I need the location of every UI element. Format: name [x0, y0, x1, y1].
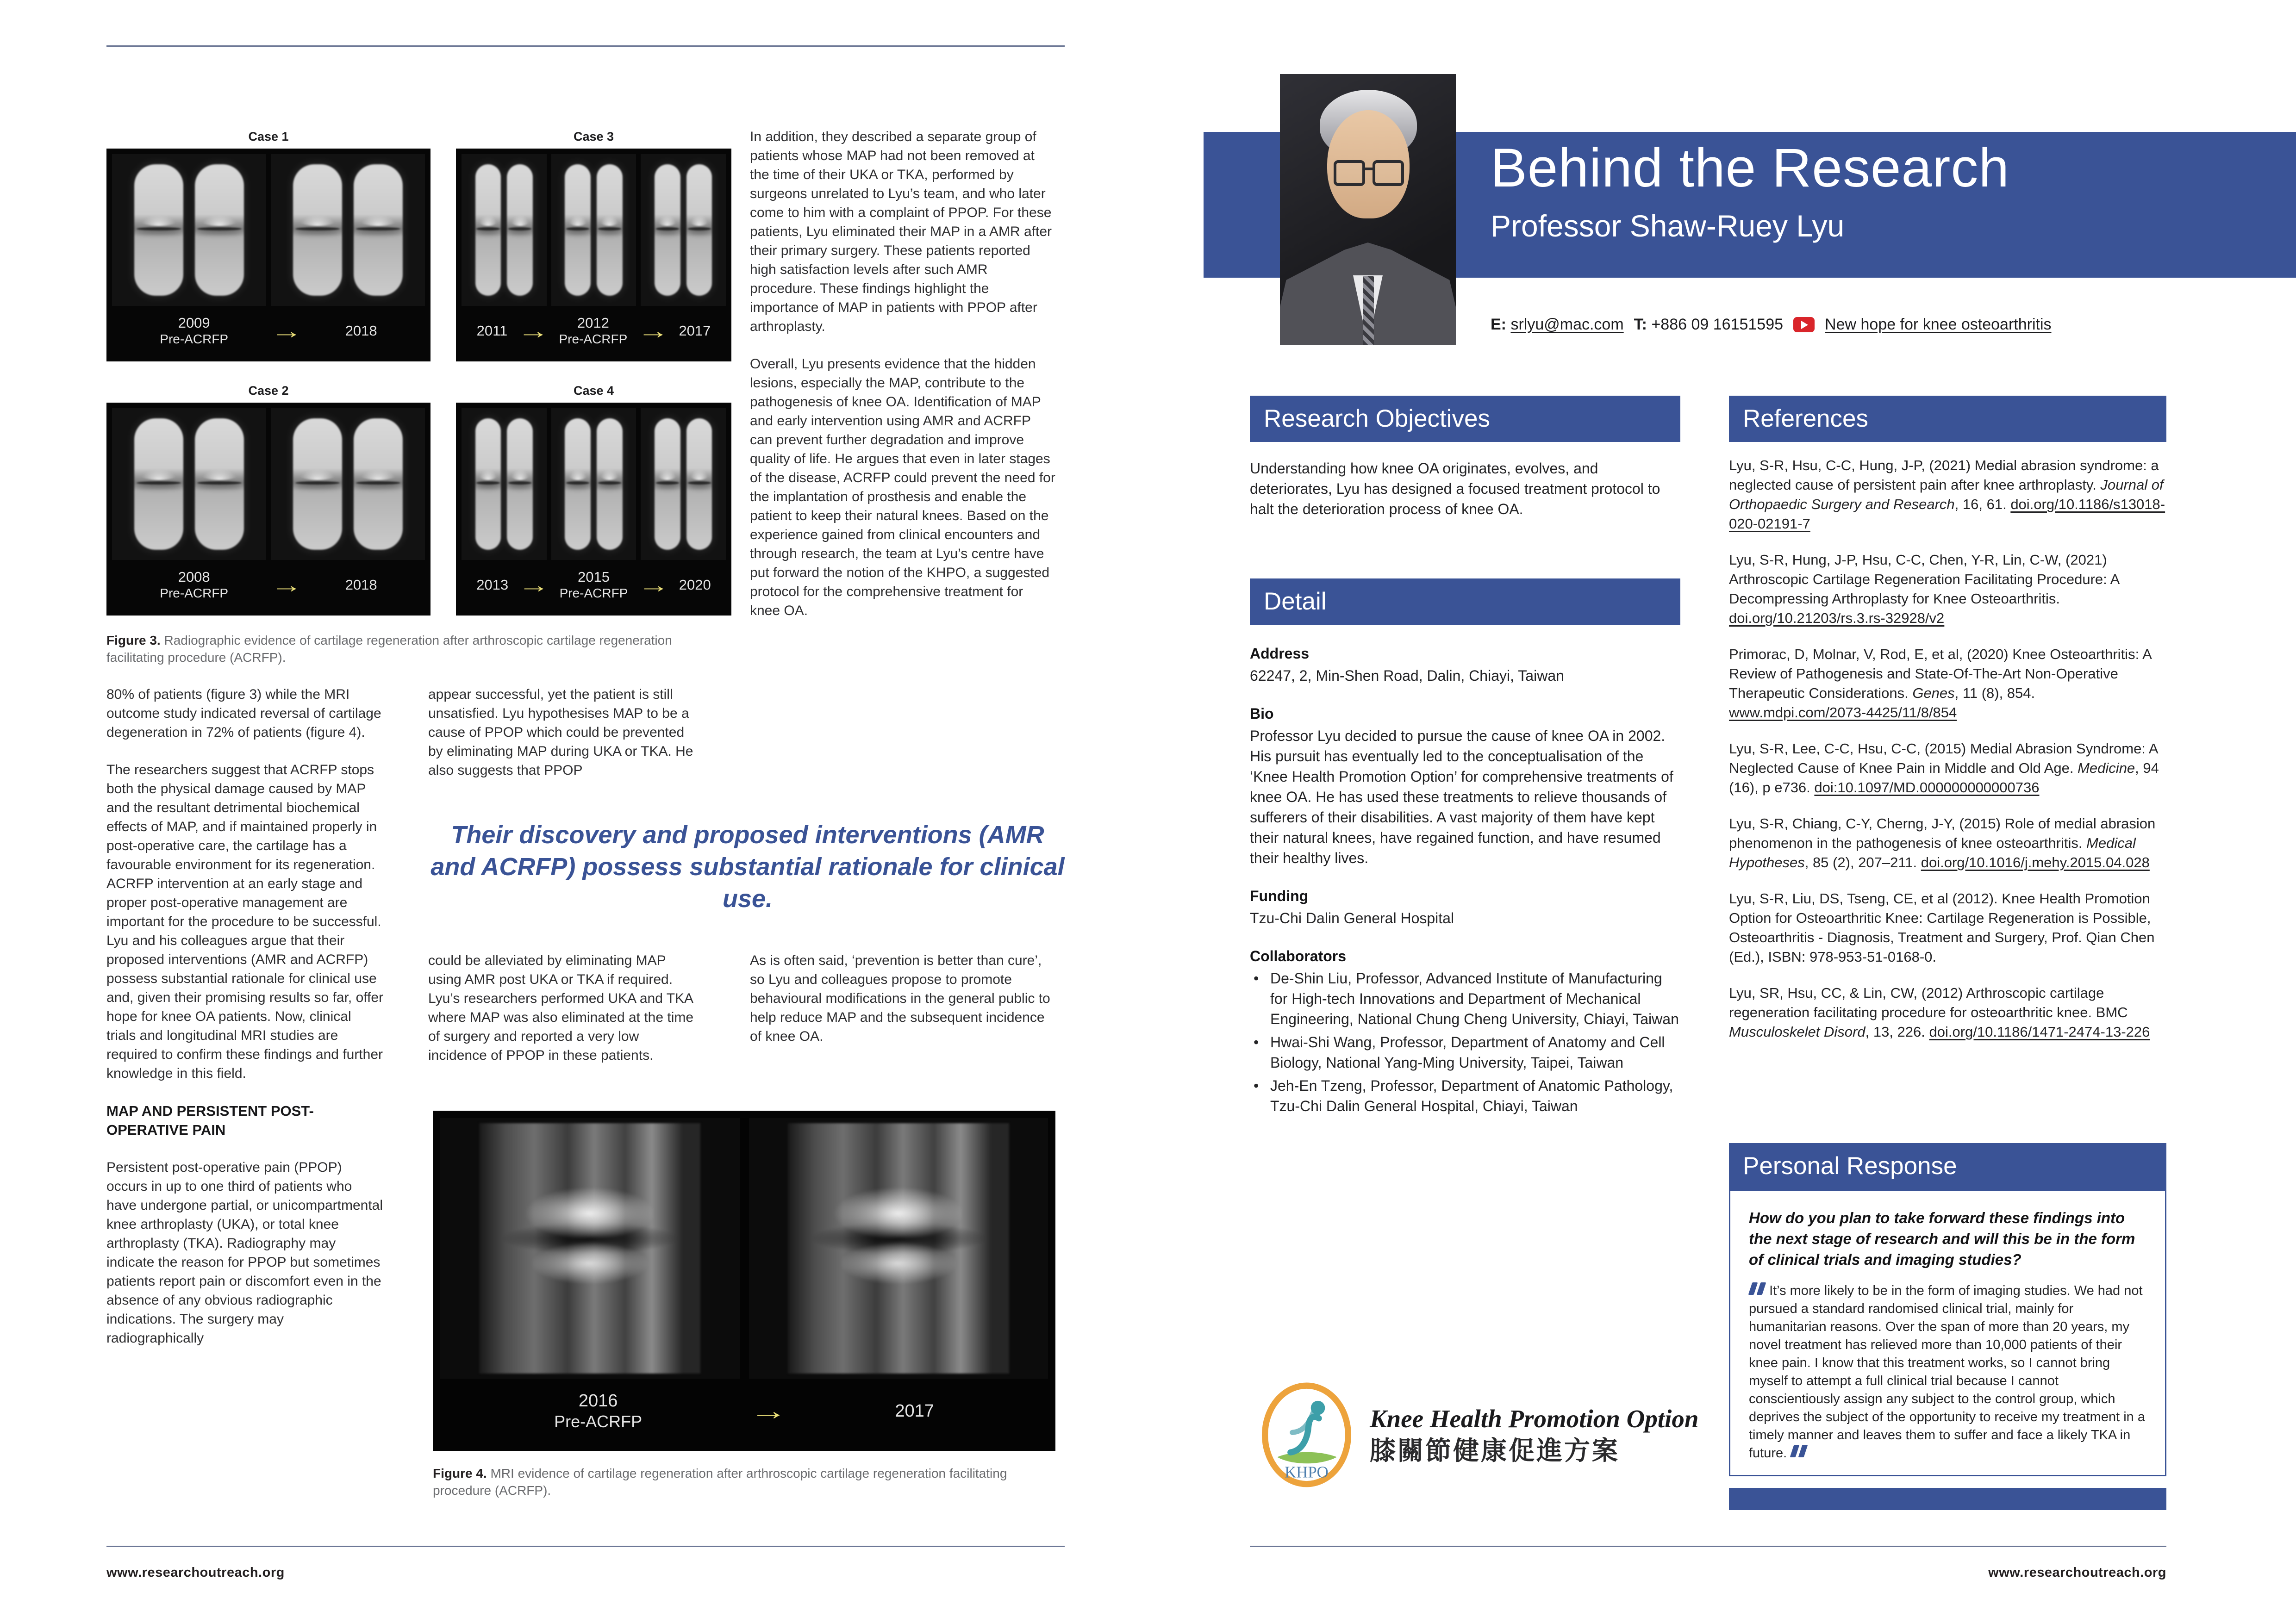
paragraph: could be alleviated by eliminating MAP using AMR post UKA or TKA if required. Lyu’s researchers performed UKA and TKA where MAP was also eliminated at the time of surgery and reported a very low incidence of PPOP in these patients.: [428, 953, 694, 1063]
personal-response-header: Personal Response: [1729, 1143, 2166, 1189]
youtube-icon[interactable]: [1793, 317, 1815, 332]
khpo-name: Knee Health Promotion Option: [1370, 1404, 1699, 1433]
arrow-right-icon: →: [270, 573, 303, 597]
knee-xray: [195, 164, 244, 295]
arrow-right-icon: →: [270, 319, 303, 343]
arrow-right-icon: →: [749, 1397, 787, 1425]
paragraph: In addition, they described a separate group of patients whose MAP had not been removed at the time of their UKA or TKA, performed by surgeons unrelated to Lyu’s team, and who later come to him with a complaint of PPOP. For these patients, Lyu eliminated their MAP in a AMR after their primary surgery. These patients reported high satisfaction levels after such AMR procedure. These findings highlight the importance of MAP in patients with PPOP after arthroplasty.: [750, 129, 1052, 334]
year-label: 2008 Pre-ACRFP: [160, 569, 229, 600]
xray-image: [641, 408, 726, 560]
knee-xray: [134, 164, 183, 295]
reference-text: Lyu, S-R, Chiang, C-Y, Cherng, J-Y, (2015) Role of medial abrasion phenomenon in the pathogenesis of knee osteoarthritis.: [1729, 815, 2156, 851]
glasses-icon: [1334, 160, 1404, 183]
bottom-rule-left-page: [106, 1546, 1065, 1547]
khpo-abbr: KHPO: [1285, 1463, 1329, 1481]
reference-text: Musculoskelet Disord: [1729, 1024, 1866, 1040]
reference-text: Medical Hypotheses: [1729, 835, 2136, 871]
paragraph: The researchers suggest that ACRFP stops both the physical damage caused by MAP and the resultant detrimental biochemical effects of MAP, and if maintained properly in post-operative care, the cartilage has a favourable environment for its regeneration. ACRFP intervention at an early stage and proper post-operative management are important for the procedure to be successful. Lyu and his colleagues argue that their proposed interventions (AMR and ACRFP) possess substantial rationale for clinical use and, given their promising results so far, offer hope for knee OA patients. Now, clinical trials and longitudinal MRI studies are required to confirm these findings and further knowledge in this field.: [106, 762, 384, 1081]
figure4-images: [440, 1118, 1048, 1379]
reference-text: Genes: [1912, 685, 1955, 701]
references-list: [1729, 456, 2166, 1058]
paragraph: As is often said, ‘prevention is better than cure’, so Lyu and colleagues propose to promote behavioural modifications in the general public to help reduce MAP and the subsequent incidence of knee OA.: [750, 953, 1050, 1044]
figure4-year-labels: [440, 1379, 1048, 1443]
knee-xray: [354, 418, 403, 549]
xray-image: [641, 154, 726, 306]
figure3-case: [456, 130, 731, 361]
reference-text: , 94 (16), p e736.: [1729, 760, 2159, 796]
year-label: 2018: [345, 577, 377, 593]
year-label: 2020: [679, 577, 711, 593]
reference-text: Lyu, SR, Hsu, CC, & Lin, CW, (2012) Arthroscopic cartilage regeneration facilitating procedure for osteoarthritic knee. BMC: [1729, 985, 2128, 1020]
knee-xray: [507, 418, 533, 549]
detail-header: Detail: [1250, 578, 1680, 625]
mri-knee: [479, 1123, 700, 1373]
top-rule-left-page: [106, 45, 1065, 47]
funding-label: Funding: [1250, 888, 1309, 904]
knee-xray: [655, 418, 680, 549]
xray-image: [112, 154, 266, 306]
arrow-right-icon: →: [637, 573, 670, 597]
address-label: Address: [1250, 645, 1310, 662]
collaborators-list: [1250, 968, 1680, 1116]
reference-text: Primorac, D, Molnar, V, Rod, E, et al, (2020) Knee Osteoarthritis: A Review of Pathogenesis and State-Of-The-Art Non-Operative Therapeutic Considerations.: [1729, 646, 2152, 701]
year-label: 2017: [895, 1401, 934, 1421]
research-objectives-body: Understanding how knee OA originates, evolves, and deteriorates, Lyu has designed a focused treatment protocol to halt the deterioration process of knee OA.: [1250, 460, 1660, 517]
paragraph: 80% of patients (figure 3) while the MRI outcome study indicated reversal of cartilage degeneration in 72% of patients (figure 4).: [106, 687, 381, 740]
email-link[interactable]: srlyu@mac.com: [1510, 316, 1624, 333]
knee-xray: [293, 164, 342, 295]
email-label: E:: [1491, 316, 1506, 333]
reference-text: , 16, 61.: [1954, 496, 2011, 512]
funding-value: Tzu-Chi Dalin General Hospital: [1250, 910, 1454, 927]
year-label: 2012 Pre-ACRFP: [559, 315, 628, 346]
reference-link[interactable]: www.mdpi.com/2073-4425/11/8/854: [1729, 704, 1957, 721]
paragraph: Persistent post-operative pain (PPOP) occurs in up to one third of patients who have undergone partial, or unicompartmental knee arthroplasty (UKA), or total knee arthroplasty (TKA). Radiography may indicate the reason for PPOP but sometimes patients report pain or discomfort even in the absence of any obvious radiographic indications. The surgery may radiographically: [106, 1160, 383, 1346]
photo-tie: [1363, 276, 1374, 345]
page-subtitle: Professor Shaw-Ruey Lyu: [1491, 209, 1845, 243]
reference-text: , 85 (2), 207–211.: [1804, 854, 1921, 871]
reference-link[interactable]: doi.org/10.21203/rs.3.rs-32928/v2: [1729, 610, 1945, 626]
collaborator-item: • De-Shin Liu, Professor, Advanced Institute of Manufacturing for High-tech Innovations and Department of Mechanical Engineering, National Chung Cheng University, Chiayi, Taiwan: [1250, 968, 1680, 1029]
knee-xray: [597, 418, 623, 549]
year-label: 2018: [345, 323, 377, 339]
references-header: References: [1729, 396, 2166, 442]
xray-panel: [456, 149, 731, 361]
bio-value: Professor Lyu decided to pursue the cause of knee OA in 2002. His pursuit has eventually led to the conceptualisation of the ‘Knee Health Promotion Option’ for comprehensive treatments of knee OA. He has used these treatments to relieve thousands of sufferers of their disabilities. A vast majority of them have kept their natural knees, have regained function, and have resumed their healthy lives.: [1250, 728, 1673, 866]
figure3: [106, 130, 731, 616]
page-title: Behind the Research: [1491, 137, 2010, 199]
address-value: 62247, 2, Min-Shen Road, Dalin, Chiayi, Taiwan: [1250, 667, 1564, 684]
phone-label: T:: [1634, 316, 1647, 333]
year-label: 2017: [679, 323, 711, 339]
xray-image: [551, 154, 636, 306]
arrow-right-icon: →: [518, 573, 550, 597]
year-strip: [462, 560, 726, 610]
knee-xray: [565, 418, 591, 549]
reference-text: Lyu, S-R, Liu, DS, Tseng, CE, et al (2012). Knee Health Promotion Option for Osteoarthritic Knee: Cartilage Regeneration is Possible, Osteoarthritis - Diagnosis, Treatment and Surgery, Prof. Qian Chen (Ed.), ISBN: 978-953-51-0168-0.: [1729, 890, 2155, 965]
professor-photo: [1280, 74, 1456, 345]
figure3-caption: [106, 632, 727, 666]
khpo-logo: [1259, 1381, 1699, 1490]
xray-panel: [106, 403, 430, 616]
reference-text: , 13, 226.: [1865, 1024, 1929, 1040]
reference-item: [1729, 550, 2166, 628]
reference-text: , 11 (8), 854.: [1954, 685, 2035, 701]
article-column-3-bottom: [750, 951, 1055, 1064]
mri-knee: [788, 1123, 1009, 1373]
figure3-caption-label: Figure 3.: [106, 633, 161, 647]
contact-line: [1491, 316, 2052, 334]
figure3-caption-text: Radiographic evidence of cartilage regeneration after arthroscopic cartilage regeneration facilitating procedure (ACRFP).: [106, 633, 672, 665]
personal-response-question: How do you plan to take forward these findings into the next stage of research and will this be in the form of clinical trials and imaging studies?: [1749, 1209, 2135, 1268]
article-column-2-top: [428, 685, 701, 798]
figure3-case: [106, 384, 430, 616]
year-label: 2016 Pre-ACRFP: [554, 1391, 643, 1431]
knee-xray: [354, 164, 403, 295]
reference-link[interactable]: doi.org/10.1186/s13018-020-02191-7: [1729, 496, 2165, 532]
personal-response-answer: [1749, 1282, 2146, 1462]
reference-item: [1729, 889, 2166, 967]
knee-xray: [686, 164, 712, 295]
reference-item: [1729, 645, 2166, 722]
year-label: 2009 Pre-ACRFP: [160, 315, 229, 346]
reference-text: Lyu, S-R, Hung, J-P, Hsu, C-C, Chen, Y-R, Lin, C-W, (2021) Arthroscopic Cartilage Regeneration Facilitating Procedure: A Decompressing Arthroplasty for Knee Osteoarthritis.: [1729, 552, 2119, 607]
article-column-3-top: [750, 127, 1055, 639]
case-label: Case 4: [573, 384, 614, 398]
reference-text: Journal of Orthopaedic Surgery and Research: [1729, 477, 2164, 512]
year-label: 2011: [476, 323, 508, 339]
open-quote-icon: [1757, 1282, 1766, 1295]
xray-panel: [456, 403, 731, 616]
answer-text: It’s more likely to be in the form of imaging studies. We had not pursued a standard randomised clinical trial, mainly for humanitarian reasons. Over the span of more than 20 years, my novel treatment has relieved more than 10,000 patients of their knee pain. I know that this treatment works, so I cannot bring myself to attempt a full clinical trial because I cannot conscientiously assign any subject to the control group, which deprives the subject of the opportunity to receive my treatment in a timely manner and leaves them to suffer and face a likely TKA in future.: [1749, 1283, 2145, 1461]
close-quote-icon: [1790, 1445, 1800, 1457]
collaborator-item: • Hwai-Shi Wang, Professor, Department of Anatomy and Cell Biology, National Yang-Ming University, Taipei, Taiwan: [1250, 1032, 1680, 1073]
year-strip: [112, 560, 425, 610]
xray-image: [462, 154, 547, 306]
xray-image: [271, 408, 425, 560]
reference-link[interactable]: doi:10.1097/MD.000000000000736: [1814, 779, 2040, 796]
footer-url-right[interactable]: www.researchoutreach.org: [1988, 1565, 2166, 1580]
reference-link[interactable]: doi.org/10.1016/j.mehy.2015.04.028: [1921, 854, 2150, 871]
figure4-caption-label: Figure 4.: [433, 1466, 487, 1480]
reference-text: Lyu, S-R, Hsu, C-C, Hung, J-P, (2021) Medial abrasion syndrome: a neglected cause of persistent pain after knee arthroplasty.: [1729, 457, 2159, 493]
knee-xray: [134, 418, 183, 549]
mri-image-after: [749, 1118, 1048, 1379]
figure3-case: [456, 384, 731, 616]
khpo-chinese-name: 膝關節健康促進方案: [1370, 1436, 1620, 1465]
figure4: [433, 1111, 1055, 1451]
reference-item: [1729, 983, 2166, 1042]
case-label: Case 3: [573, 130, 614, 143]
phone-number: +886 09 16151595: [1651, 316, 1784, 333]
pull-quote: Their discovery and proposed interventions (AMR and ACRFP) possess substantial rationale for clinical use.: [430, 821, 1065, 913]
year-strip: [462, 306, 726, 356]
knee-xray: [293, 418, 342, 549]
xray-image: [462, 408, 547, 560]
personal-response-box: [1729, 1189, 2166, 1476]
reference-link[interactable]: doi.org/10.1186/1471-2474-13-226: [1929, 1024, 2150, 1040]
knee-xray: [475, 164, 501, 295]
close-quote-icon: [1798, 1445, 1808, 1457]
case-label: Case 1: [248, 130, 289, 143]
research-objectives-header: Research Objectives: [1250, 396, 1680, 442]
knee-xray: [655, 164, 680, 295]
paragraph: appear successful, yet the patient is still unsatisfied. Lyu hypothesises MAP to be a cause of PPOP which could be prevented by eliminating MAP during UKA or TKA. He also suggests that PPOP: [428, 687, 693, 778]
xray-image: [112, 408, 266, 560]
year-strip: [112, 306, 425, 356]
khpo-logo-mark: [1259, 1381, 1354, 1490]
figure4-caption-text: MRI evidence of cartilage regeneration after arthroscopic cartilage regeneration facilitating procedure (ACRFP).: [433, 1466, 1007, 1498]
knee-xray: [686, 418, 712, 549]
arrow-right-icon: →: [517, 319, 549, 343]
arrow-right-icon: →: [637, 319, 669, 343]
collaborator-item: • Jeh-En Tzeng, Professor, Department of Anatomic Pathology, Tzu-Chi Dalin General Hospital, Chiayi, Taiwan: [1250, 1076, 1680, 1116]
figure4-caption: [433, 1465, 1053, 1499]
youtube-link[interactable]: New hope for knee osteoarthritis: [1825, 316, 2052, 333]
case-label: Case 2: [248, 384, 289, 398]
paragraph: Overall, Lyu presents evidence that the hidden lesions, especially the MAP, contribute to the pathogenesis of knee OA. Identification of MAP and early intervention using AMR and ACRFP can prevent further degradation and improve quality of life. He argues that even in later stages of the disease, ACRFP could prevent the need for the implantation of prosthesis and enable the patient to keep their natural knees. Based on the experience gained from clinical encounters and through research, the team at Lyu’s centre have put forward the notion of the KHPO, a suggested protocol for the comprehensive treatment for knee OA.: [750, 356, 1055, 618]
reference-item: [1729, 456, 2166, 534]
reference-text: Lyu, S-R, Lee, C-C, Hsu, C-C, (2015) Medial Abrasion Syndrome: A Neglected Cause of Knee Pain in Middle and Old Age.: [1729, 740, 2158, 776]
figure3-case: [106, 130, 430, 361]
knee-xray: [475, 418, 501, 549]
reference-item: [1729, 814, 2166, 872]
reference-text: Medicine: [2078, 760, 2135, 776]
footer-url-left[interactable]: www.researchoutreach.org: [106, 1565, 285, 1580]
knee-xray: [195, 418, 244, 549]
xray-image: [271, 154, 425, 306]
reference-item: [1729, 739, 2166, 797]
bio-label: Bio: [1250, 705, 1274, 722]
year-label: 2013: [476, 577, 509, 593]
xray-panel: [106, 149, 430, 361]
collaborators-label: Collaborators: [1250, 948, 1347, 964]
personal-response-accent-bar: [1729, 1488, 2166, 1510]
year-label: 2015 Pre-ACRFP: [559, 569, 628, 600]
knee-xray: [507, 164, 533, 295]
open-quote-icon: [1748, 1282, 1758, 1295]
detail-body: [1250, 643, 1680, 1119]
xray-image: [551, 408, 636, 560]
knee-xray: [565, 164, 591, 295]
mri-image-before: [440, 1118, 740, 1379]
article-column-1: [106, 685, 384, 1541]
knee-xray: [597, 164, 623, 295]
article-column-2-bottom: [428, 951, 701, 1083]
bottom-rule-right-page: [1250, 1546, 2166, 1547]
section-heading: MAP AND PERSISTENT POST-OPERATIVE PAIN: [106, 1103, 314, 1138]
